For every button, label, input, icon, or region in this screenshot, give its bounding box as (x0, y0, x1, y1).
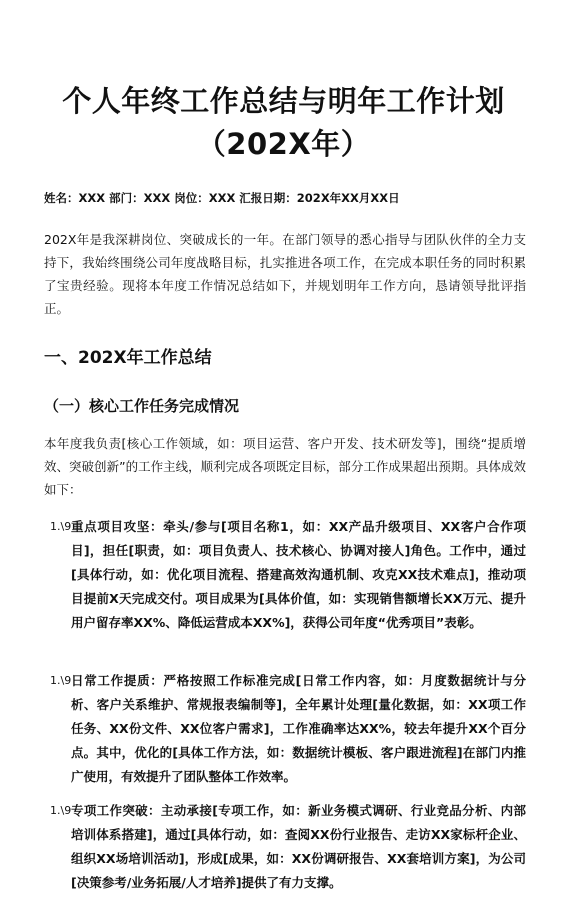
subsection-heading-core-tasks: （一）核心工作任务完成情况 (44, 397, 240, 415)
document-title-line2: （202X年） (196, 127, 371, 161)
intro-paragraph: 202X年是我深耕岗位、突破成长的一年。在部门领导的悉心指导与团队伙伴的全力支持下，我始终围绕公司年度战略目标，扎实推进各项工作，在完成本职任务的同时积累了宝贵经验。现将本年度工作情况总结如下，并规划明年工作方向，恳请领导批评指正。 (44, 232, 526, 316)
list-item (50, 669, 526, 789)
report-meta-info: 姓名：XXX 部门：XXX 岗位：XXX 汇报日期：202X年XX月XX日 (44, 191, 400, 205)
list-item (50, 515, 526, 635)
list-item-text: 专项工作突破：主动承接[专项工作，如：新业务模式调研、行业竞品分析、内部培训体系搭建]，通过[具体行动，如：查阅XX份行业报告、走访XX家标杆企业、组织XX场培训活动]，形成[成果，如：XX份调研报告、XX套培训方案]，为公司[决策参考/业务拓展/人才培养]提供了有力支撑。 (71, 803, 526, 890)
document-title-line1: 个人年终工作总结与明年工作计划 (62, 84, 505, 118)
list-item-number: 1.\9 (50, 674, 72, 687)
section-heading-annual-summary: 一、202X年工作总结 (44, 348, 212, 368)
tasks-intro-paragraph: 本年度我负责[核心工作领域，如：项目运营、客户开发、技术研发等]，围绕“提质增效、突破创新”的工作主线，顺利完成各项既定目标，部分工作成果超出预期。具体成效如下： (44, 436, 526, 497)
list-item-text: 日常工作提质：严格按照工作标准完成[日常工作内容，如：月度数据统计与分析、客户关系维护、常规报表编制等]，全年累计处理[量化数据，如：XX项工作任务、XX份文件、XX位客户需求]，工作准确率达XX%，较去年提升XX个百分点。其中，优化的[具体工作方法，如：数据统计模板、客户跟进流程]在部门内推广使用，有效提升了团队整体工作效率。 (71, 673, 526, 784)
list-item (50, 799, 526, 895)
list-item-number: 1.\9 (50, 520, 72, 533)
list-item-text: 重点项目攻坚：牵头/参与[项目名称1，如：XX产品升级项目、XX客户合作项目]，担任[职责，如：项目负责人、技术核心、协调对接人]角色。工作中，通过[具体行动，如：优化项目流程、搭建高效沟通机制、攻克XX技术难点]，推动项目提前X天完成交付。项目成果为[具体价值，如：实现销售额增长XX万元、提升用户留存率XX%、降低运营成本XX%]，获得公司年度“优秀项目”表彰。 (71, 519, 526, 630)
list-item-number: 1.\9 (50, 804, 72, 817)
